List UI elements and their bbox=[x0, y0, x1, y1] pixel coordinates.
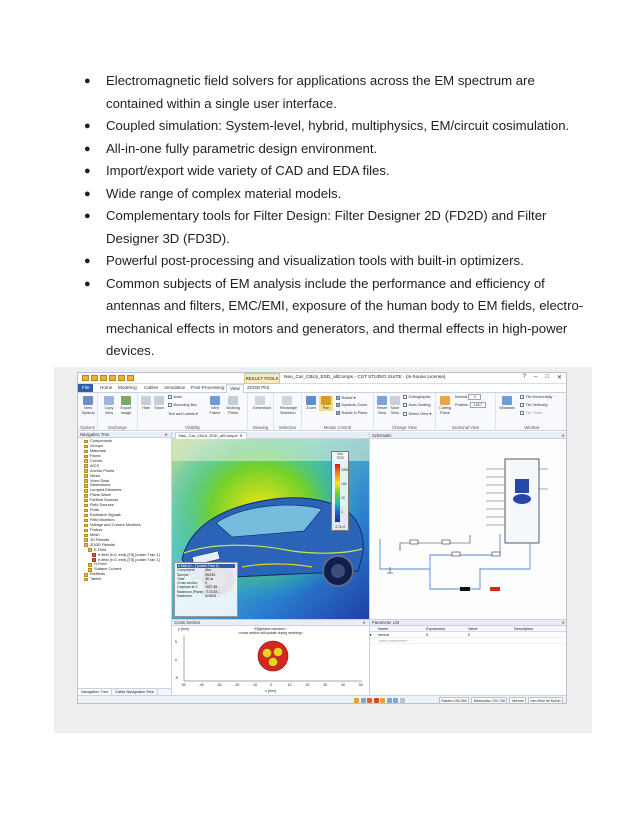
grid-icon[interactable] bbox=[380, 698, 385, 703]
copy-icon bbox=[104, 396, 114, 405]
info-key: Time bbox=[177, 576, 185, 581]
save-view-button[interactable]: Save View bbox=[388, 396, 402, 415]
block-port-icon bbox=[515, 479, 529, 493]
bullet-item bbox=[84, 138, 594, 161]
tree-item-label: e-field (t=0..end),[T5] [cosim Tran 1] bbox=[98, 551, 160, 557]
folder-icon bbox=[84, 445, 88, 449]
navigation-tree-list bbox=[78, 438, 171, 582]
battery-symbol[interactable] bbox=[460, 587, 470, 591]
status-raster: Raster=100.000 bbox=[439, 697, 470, 704]
folder-icon bbox=[84, 484, 88, 488]
status-meshcells: Meshcells=700,708 bbox=[471, 697, 507, 704]
tree-item-label: Components bbox=[90, 438, 113, 444]
tree-item-label: 2D/3D Results bbox=[90, 541, 116, 547]
tab-modeling[interactable]: Modeling bbox=[118, 385, 137, 390]
cst-studio-window bbox=[77, 372, 567, 704]
source-symbol[interactable] bbox=[490, 587, 500, 591]
x-tick-label: 10 bbox=[287, 683, 292, 687]
windows-button[interactable]: Windows bbox=[498, 396, 516, 411]
document-tab[interactable]: Neu_Car_CBL5_ESD_allComps* ✕ bbox=[175, 432, 247, 439]
bullet-text: Electromagnetic field solvers for applications across the EM spectrum are contained within a single user interface. bbox=[106, 73, 535, 111]
tab-view[interactable]: View bbox=[226, 384, 244, 393]
status-icons bbox=[354, 698, 405, 703]
working-plane-button[interactable]: Working Plane bbox=[226, 396, 240, 415]
folder-icon bbox=[84, 509, 88, 513]
cross-section-xlabel: x [mm] bbox=[265, 689, 276, 693]
cross-section-plot-subtitle: <cross section will update during meshing> bbox=[238, 631, 303, 635]
tree-item[interactable] bbox=[78, 558, 171, 563]
tree-item-label: Wires bbox=[90, 472, 100, 478]
rear-wheel-hub bbox=[331, 564, 345, 578]
color-scale bbox=[335, 464, 340, 522]
tree-item-label: Mesh bbox=[90, 531, 100, 537]
close-icon[interactable]: ✕ bbox=[362, 620, 366, 625]
navigation-tree-panel bbox=[78, 432, 172, 695]
new-parameter-row[interactable]: <new parameter> bbox=[370, 638, 567, 644]
checkbox-icon bbox=[403, 403, 407, 407]
tree-item-label: Surface Current bbox=[94, 566, 122, 572]
folder-icon bbox=[88, 563, 92, 567]
tree-item-label: Excitation Signals bbox=[90, 512, 121, 518]
quick-access-toolbar bbox=[82, 375, 134, 381]
folder-icon bbox=[84, 499, 88, 503]
checkbox-icon bbox=[168, 403, 172, 407]
schematic-canvas[interactable] bbox=[370, 439, 567, 619]
tree-item-label: Dimensions bbox=[90, 482, 111, 488]
settings-icon[interactable] bbox=[400, 698, 405, 703]
tree-item-label: e-field (t=0..end),[T5] [cosim Tran 1] bbox=[98, 556, 160, 562]
bullet-item bbox=[84, 70, 594, 115]
text-labels-dropdown[interactable]: Text and Labels ▾ bbox=[168, 412, 198, 416]
info-key: Cross section bbox=[177, 581, 198, 586]
folder-icon bbox=[84, 469, 88, 473]
folder-icon bbox=[84, 440, 88, 444]
ribbon-group-exchange: Copy View Export Image Exchange bbox=[98, 393, 138, 431]
select-view-icon bbox=[403, 412, 407, 416]
folder-icon bbox=[84, 519, 88, 523]
close-icon[interactable]: ✕ bbox=[561, 620, 565, 625]
info-value: Abs bbox=[205, 568, 211, 573]
tab-home[interactable]: Home bbox=[100, 385, 113, 390]
tree-item-label: Curves bbox=[90, 457, 103, 463]
tile-three-icon bbox=[520, 411, 524, 415]
tree-item-label: H-Field bbox=[94, 561, 107, 567]
pan-hand-icon bbox=[321, 396, 331, 405]
dynamic-zoom-icon bbox=[336, 403, 340, 407]
bullet-item bbox=[84, 183, 594, 206]
rotate-in-plane-button[interactable]: Rotate in Plane bbox=[336, 411, 367, 415]
zoom-button[interactable]: Zoom bbox=[304, 396, 318, 411]
cable-conductor bbox=[263, 649, 272, 658]
mesh-view-icon[interactable] bbox=[374, 698, 379, 703]
tab-file[interactable]: File bbox=[78, 384, 93, 392]
zoom-icon[interactable] bbox=[361, 698, 366, 703]
export-image-button[interactable]: Export Image bbox=[119, 396, 133, 415]
image-icon bbox=[121, 396, 131, 405]
schematic-wire bbox=[430, 543, 530, 589]
info-value: X bbox=[205, 581, 208, 586]
navigation-tree-title: Navigation Tree ✕ bbox=[78, 432, 171, 438]
resistor-symbol[interactable] bbox=[442, 540, 450, 544]
feature-list bbox=[84, 70, 594, 363]
info-key: Maximum bbox=[177, 594, 192, 599]
hide-icon bbox=[141, 396, 151, 405]
undo-icon[interactable] bbox=[109, 375, 116, 381]
x-tick-label: 20 bbox=[305, 683, 310, 687]
folder-icon bbox=[84, 543, 88, 547]
info-value: 1527.85... bbox=[205, 585, 221, 590]
info-value: 7124.83 ... bbox=[205, 589, 222, 594]
status-units[interactable]: mm MHz ns Kelvin bbox=[528, 697, 563, 704]
save-view-icon bbox=[390, 396, 400, 405]
3d-view-tabbar bbox=[172, 432, 369, 439]
column-name[interactable]: Name bbox=[378, 625, 389, 631]
dimension-button[interactable]: Dimension bbox=[253, 396, 267, 411]
status-view-mode[interactable]: Normal bbox=[509, 697, 526, 704]
cross-section-plot-title: E(t)phase=random> bbox=[254, 627, 287, 631]
x-tick-label: -20 bbox=[234, 683, 240, 687]
pick-icon[interactable] bbox=[367, 698, 372, 703]
tree-item-label: WCS bbox=[90, 462, 100, 468]
bullet-dot: ● bbox=[84, 187, 91, 200]
bullet-item bbox=[84, 273, 594, 363]
bullet-text: All-in-one fully parametric design environment. bbox=[106, 140, 378, 156]
axes-icon[interactable] bbox=[387, 698, 392, 703]
parameter-row-icon: ▸ bbox=[370, 631, 372, 637]
cross-section-title: Cross Section ✕ bbox=[172, 620, 369, 626]
tree-item-label: 1D Results bbox=[90, 536, 110, 542]
tree-item-label: Field Monitors bbox=[90, 517, 115, 523]
rotate-plane-icon bbox=[336, 411, 340, 415]
zoom-icon bbox=[306, 396, 316, 405]
x-tick-label: -40 bbox=[198, 683, 204, 687]
tile-vertically-button[interactable]: Tile Vertically bbox=[520, 403, 548, 407]
close-icon[interactable]: ✕ bbox=[164, 432, 168, 437]
redo-icon[interactable] bbox=[118, 375, 125, 381]
close-icon[interactable]: ✕ bbox=[561, 433, 565, 438]
schematic-wire bbox=[380, 534, 500, 569]
maximize-button[interactable]: □ bbox=[545, 374, 549, 380]
ribbon-group-options: View Options Options bbox=[78, 393, 98, 431]
view-options-button[interactable]: View Options bbox=[81, 396, 95, 415]
cross-section-ylabel: y [mm] bbox=[178, 627, 189, 631]
ribbon-group-change-view: Reset View Save View Orthographic Axes Scaling Select View ▾ Change View bbox=[374, 393, 436, 431]
info-value: 829834 ... bbox=[205, 594, 221, 599]
cross-section-panel: Cross Section ✕ y [mm] E(t)phase=random> <cross section will update during meshing> 5 0 -5 -50 -40 -30 -20 -10 0 10 20 30 40 50 x [mm] bbox=[172, 619, 370, 695]
dynamic-zoom-button[interactable]: Dynamic Zoom bbox=[336, 403, 367, 407]
working-plane-icon bbox=[228, 396, 238, 405]
info-row bbox=[177, 594, 235, 598]
window-title: Neu_Car_CBL5_ESD_allComps - CST STUDIO SUITE - [In-house License] bbox=[284, 375, 446, 380]
tree-item-label: Ports bbox=[90, 507, 100, 513]
normal-select[interactable]: Normal X bbox=[455, 395, 481, 399]
rectangle-selection-button[interactable]: Rectangle Selection bbox=[280, 396, 294, 415]
bullet-dot: ● bbox=[84, 142, 91, 155]
folder-icon bbox=[84, 573, 88, 577]
folder-icon bbox=[84, 534, 88, 538]
block-cable-icon bbox=[513, 494, 531, 504]
info-key: Sample bbox=[177, 572, 189, 577]
copy-view-button[interactable]: Copy View bbox=[102, 396, 116, 415]
x-tick-label: 0 bbox=[270, 683, 272, 687]
x-tick-label: -10 bbox=[252, 683, 258, 687]
bullet-dot: ● bbox=[84, 165, 91, 177]
x-tick-label: 40 bbox=[341, 683, 345, 687]
tab-navigation-tree[interactable]: Navigation Tree bbox=[78, 689, 112, 695]
ribbon-group-window: Windows Tile Horizontally Tile Vertically Tile Three Window bbox=[499, 395, 553, 430]
bullet-dot: ● bbox=[84, 255, 91, 267]
select-view-dropdown[interactable]: Select View ▾ bbox=[403, 411, 431, 416]
ribbon bbox=[78, 393, 566, 431]
field-result-icon bbox=[92, 553, 96, 557]
tree-item-label: Anchor Points bbox=[90, 467, 115, 473]
rotate-dropdown[interactable]: Rotate ▾ bbox=[336, 395, 356, 400]
show-icon bbox=[154, 396, 164, 405]
tree-item-label: Field Sources bbox=[90, 502, 114, 508]
info-key: Maximum (Plane) bbox=[177, 589, 204, 594]
schematic-panel bbox=[370, 432, 567, 619]
tab-simulation[interactable]: Simulation bbox=[164, 385, 186, 390]
bullet-dot: ● bbox=[84, 75, 91, 87]
folder-icon bbox=[84, 578, 88, 582]
bullet-text: Import/export wide variety of CAD and EDA files. bbox=[106, 163, 390, 178]
ribbon-tabs bbox=[78, 384, 566, 393]
cutting-plane-icon bbox=[440, 396, 450, 405]
ribbon-group-selection: Rectangle Selection Selection bbox=[274, 393, 302, 431]
tree-item-label: E-Field bbox=[94, 546, 107, 552]
resistor-symbol[interactable] bbox=[410, 540, 418, 544]
bullet-item bbox=[84, 160, 594, 183]
wire-frame-icon bbox=[210, 396, 220, 405]
window-controls bbox=[523, 374, 562, 381]
folder-icon bbox=[84, 529, 88, 533]
folder-icon bbox=[84, 514, 88, 518]
column-value[interactable]: Value bbox=[468, 625, 478, 631]
help-button[interactable]: ? bbox=[522, 374, 526, 380]
info-key: Component bbox=[177, 568, 195, 573]
tree-item-label: Materials bbox=[90, 447, 106, 453]
minimize-button[interactable]: – bbox=[534, 374, 538, 380]
tree-item-label: Farfield Sources bbox=[90, 497, 119, 503]
checkbox-icon bbox=[168, 395, 172, 399]
folder-icon bbox=[84, 479, 88, 483]
bullet-item bbox=[84, 250, 594, 273]
ribbon-group-visibility: Hide Show Axes Bounding Box Text and Labels ▾ Wire Frame Working Plane Visibility bbox=[138, 393, 248, 431]
folder-icon bbox=[84, 450, 88, 454]
x-tick-label: 50 bbox=[359, 683, 363, 687]
axes-checkbox[interactable]: Axes bbox=[168, 395, 182, 399]
tree-item[interactable] bbox=[78, 577, 171, 582]
windows-icon bbox=[502, 396, 512, 405]
tree-item-label: Lumped Elements bbox=[90, 487, 122, 493]
wcs-icon[interactable] bbox=[393, 698, 398, 703]
tab-cables[interactable]: Cables bbox=[144, 385, 159, 390]
column-expression[interactable]: Expression bbox=[426, 625, 446, 631]
view-options-icon bbox=[83, 396, 93, 405]
result-tools-context-tab[interactable]: RESULT TOOLS bbox=[244, 373, 280, 384]
close-button[interactable]: ✕ bbox=[556, 375, 562, 381]
info-value: 55/182 bbox=[205, 572, 216, 577]
navigation-tabs bbox=[78, 688, 171, 695]
cutting-plane-button[interactable]: Cutting Plane bbox=[437, 396, 453, 415]
hide-button[interactable]: Hide bbox=[139, 396, 153, 411]
bounding-box-checkbox[interactable]: Bounding Box bbox=[168, 403, 197, 407]
tab-post-processing[interactable]: Post-Processing bbox=[191, 385, 225, 390]
bullet-text: Common subjects of EM analysis include the performance and efficiency of antennas and filters, EMC/EMI, exposure of the human body to EM fields, electro-mechanical effects in motors and generators, and thermal effects in high-power devices. bbox=[106, 275, 584, 358]
tree-item-label: Voxel Data bbox=[90, 477, 109, 483]
bullet-text: Powerful post-processing and visualization tools with built-in optimizers. bbox=[106, 253, 524, 268]
title-bar bbox=[78, 373, 566, 384]
tile-three-button[interactable]: Tile Three bbox=[520, 411, 542, 415]
rotate-icon bbox=[336, 396, 340, 400]
tree-item-label: Groups bbox=[90, 442, 103, 448]
folder-icon bbox=[84, 489, 88, 493]
folder-icon bbox=[84, 504, 88, 508]
bullet-text: Coupled simulation: System-level, hybrid, multiphysics, EM/circuit cosimulation. bbox=[106, 118, 570, 133]
folder-icon bbox=[84, 455, 88, 459]
folder-icon bbox=[84, 524, 88, 528]
folder-icon bbox=[84, 464, 88, 468]
cable-conductor bbox=[274, 648, 283, 657]
tree-item-label: Plane Wave bbox=[90, 492, 111, 498]
folder-icon bbox=[84, 459, 88, 463]
color-legend: V/m 7220 1000 100 10 1 2.7e-4 bbox=[331, 451, 349, 531]
tree-item-label: Tables bbox=[90, 576, 102, 582]
folder-icon bbox=[84, 538, 88, 542]
3d-view-panel bbox=[172, 432, 370, 619]
plot-info-box: e-field (t=...) [cosim Tran 1] Component Abs Sample 55/182 Time 38 ns Cross section X Cutplane at X 1527.85... Maximum (Plane) 7124.83 ... Maximum 829834 ... bbox=[174, 562, 238, 617]
open-file-icon[interactable] bbox=[91, 375, 98, 381]
zoom-fit-icon[interactable] bbox=[354, 698, 359, 703]
new-file-icon[interactable] bbox=[82, 375, 89, 381]
3d-viewport[interactable] bbox=[172, 439, 369, 619]
cable-conductor bbox=[269, 658, 278, 667]
checkbox-icon bbox=[403, 395, 407, 399]
tree-item-label: Farfields bbox=[90, 571, 105, 577]
table-row[interactable]: ▸ mmrot 0 0 bbox=[370, 632, 567, 638]
tree-item-label: Faces bbox=[90, 452, 101, 458]
tab-2d3d-plot[interactable]: 2D/3D Plot bbox=[247, 385, 270, 390]
axes-scaling-checkbox[interactable]: Axes Scaling bbox=[403, 403, 430, 407]
schematic-title: Schematic ✕ bbox=[370, 432, 567, 439]
column-description[interactable]: Description bbox=[514, 625, 534, 631]
bullet-text: Complementary tools for Filter Design: Filter Designer 2D (FD2D) and Filter Designer 3D (FD3D). bbox=[106, 208, 547, 246]
tree-item-label: Voltage and Current Monitors bbox=[90, 521, 141, 527]
help-icon[interactable] bbox=[127, 375, 134, 381]
bullet-item bbox=[84, 205, 594, 250]
tree-item-label: Probes bbox=[90, 526, 103, 532]
reset-view-button[interactable]: Reset View bbox=[375, 396, 389, 415]
rectangle-selection-icon bbox=[282, 396, 292, 405]
tile-vertical-icon bbox=[520, 403, 524, 407]
pan-button[interactable]: Pan bbox=[319, 396, 333, 411]
folder-icon bbox=[88, 548, 92, 552]
ribbon-group-mouse-control: Zoom Pan Rotate ▾ Dynamic Zoom Rotate in Plane Mouse Control bbox=[302, 393, 374, 431]
wire-frame-button[interactable]: Wire Frame bbox=[208, 396, 222, 415]
x-tick-label: -30 bbox=[216, 683, 222, 687]
resistor-symbol[interactable] bbox=[452, 552, 460, 556]
x-tick-label: -50 bbox=[181, 683, 186, 687]
x-tick-label: 30 bbox=[323, 683, 328, 687]
tab-cable-navigation-tree[interactable]: Cable Navigation Tree bbox=[112, 689, 158, 695]
bullet-dot: ● bbox=[84, 210, 91, 222]
info-key: Cutplane at X bbox=[177, 585, 198, 590]
tile-horizontal-icon bbox=[520, 395, 524, 399]
status-fields bbox=[439, 697, 563, 704]
info-value: 38 ns bbox=[205, 576, 214, 581]
folder-icon bbox=[84, 474, 88, 478]
reset-view-icon bbox=[377, 396, 387, 405]
ribbon-group-sectional-view: Cutting Plane Normal X Position 1527 Sectional View bbox=[436, 393, 496, 431]
tile-horizontally-button[interactable]: Tile Horizontally bbox=[520, 395, 552, 399]
show-button[interactable]: Show bbox=[152, 396, 166, 411]
folder-icon bbox=[84, 494, 88, 498]
orthographic-checkbox[interactable]: Orthographic bbox=[403, 395, 430, 399]
ribbon-group-drawing: Dimension Drawing bbox=[248, 393, 274, 431]
dimension-icon bbox=[255, 396, 265, 405]
position-input[interactable]: Position 1527 bbox=[455, 403, 486, 407]
status-bar bbox=[78, 695, 566, 704]
parameter-list-title: Parameter List ✕ bbox=[370, 620, 567, 626]
save-icon[interactable] bbox=[100, 375, 107, 381]
resistor-symbol[interactable] bbox=[492, 552, 500, 556]
bullet-dot: ● bbox=[84, 120, 91, 132]
bullet-text: Wide range of complex material models. bbox=[106, 185, 342, 201]
bullet-dot: ● bbox=[84, 277, 91, 290]
bullet-item bbox=[84, 115, 594, 138]
parameter-list-panel bbox=[370, 619, 567, 695]
